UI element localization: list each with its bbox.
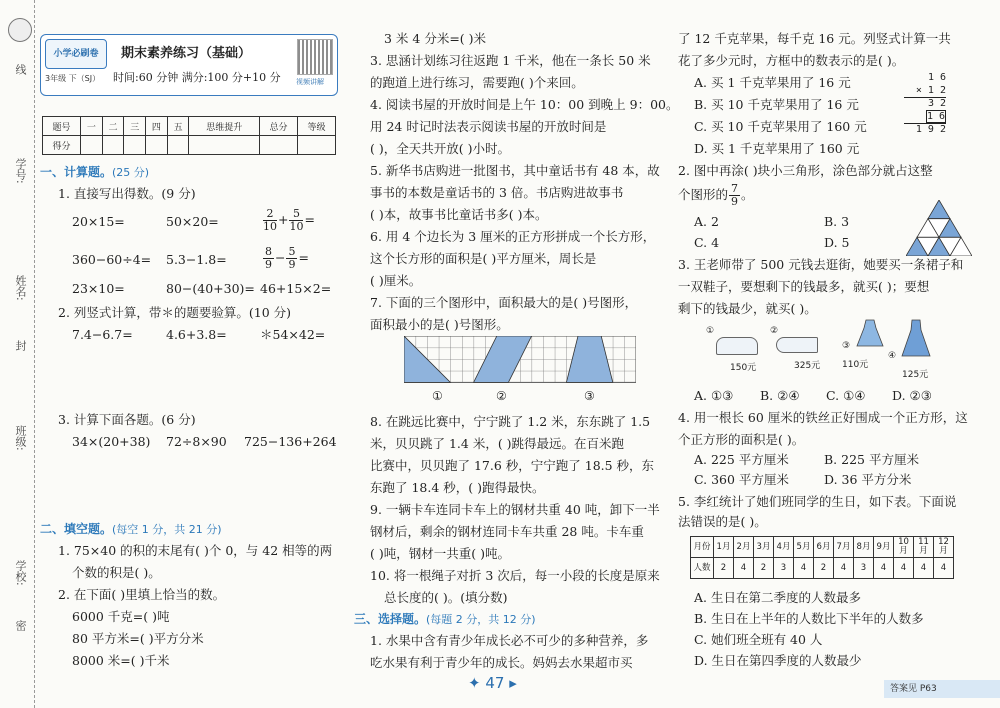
option-a[interactable]: A. ①③ — [694, 388, 734, 403]
option-b[interactable]: B. 生日在上半年的人数比下半年的人数多 — [694, 611, 924, 626]
brand-badge: 小学必刷卷 — [45, 39, 107, 69]
side-name: 姓名: — [14, 275, 27, 301]
birthday-count-cell: 3 — [854, 558, 874, 579]
birthday-header-cell: 6月 — [814, 537, 834, 558]
calc-item: 80−(40+30)= — [166, 281, 255, 296]
choice-q3-line3: 剩下的钱最少，就买( )。 — [678, 301, 817, 316]
calc-item: 50×20= — [166, 214, 219, 229]
fill-q8-line2: 米，贝贝跳了 1.4 米，( )跳得最远。在百米跑 — [370, 436, 625, 451]
fill-q2-item: 3 米 4 分米=( )米 — [384, 31, 487, 46]
calc-fraction-item: $\frac{8}{9}$ − $\frac{5}{9}$ = — [265, 245, 309, 271]
option-d[interactable]: D. 买 1 千克苹果用了 160 元 — [694, 141, 860, 156]
item-shoe-2 — [770, 318, 830, 372]
score-header-cell: 总分 — [259, 117, 297, 136]
fill-q2-item: 8000 米=( )千米 — [72, 653, 170, 668]
section-3-title: 三、选择题。(每题 2 分，共 12 分) — [354, 612, 536, 626]
calc-item: 20×15= — [72, 214, 125, 229]
fill-q1-line1: 1. 75×40 的积的末尾有( )个 0，与 42 相等的两 — [58, 543, 333, 558]
choice-q2-line1: 2. 图中再涂( )块小三角形，涂色部分就占这整 — [678, 163, 933, 178]
calc-item: 34×(20+38) — [72, 434, 151, 449]
fill-q3-line1: 3. 思涵计划练习往返跑 1 千米，他在一条长 50 米 — [370, 53, 651, 68]
birthday-header-cell: 3月 — [754, 537, 774, 558]
shape-grid-figure — [404, 336, 636, 408]
choice-q4-line1: 4. 用一根长 60 厘米的铁丝正好围成一个正方形，这 — [678, 410, 968, 425]
grade-label: 3年级 下（SJ） — [45, 74, 101, 83]
frac-den: 9 — [731, 195, 739, 208]
score-header-cell: 思维提升 — [189, 117, 260, 136]
birthday-count-cell: 4 — [914, 558, 934, 579]
fill-q7-line1: 7. 下面的三个图形中，面积最大的是( )号图形， — [370, 295, 638, 310]
frac-num: 8 — [265, 245, 272, 258]
birthday-header-cell: 11月 — [914, 537, 934, 558]
birthday-header-cell: 1月 — [714, 537, 734, 558]
vert-row: × 1 2 — [904, 85, 946, 99]
score-cell[interactable] — [297, 136, 335, 155]
page-number-text: 47 — [485, 674, 505, 692]
option-b[interactable]: B. 买 10 千克苹果用了 16 元 — [694, 97, 859, 112]
question-1-1: 1. 直接写出得数。(9 分) — [58, 186, 196, 201]
score-cell[interactable] — [146, 136, 168, 155]
question-1-2: 2. 列竖式计算，带＊的题要验算。(10 分) — [58, 305, 292, 320]
choice-q5-line1: 5. 李红统计了她们班同学的生日，如下表。下面说 — [678, 494, 957, 509]
fill-q9-line3: ( )吨，钢材一共重( )吨。 — [370, 546, 510, 561]
option-c[interactable]: C. 买 10 千克苹果用了 160 元 — [694, 119, 867, 134]
calc-item: 7.4−6.7= — [72, 327, 133, 342]
option-c[interactable]: C. 她们班全班有 40 人 — [694, 632, 823, 647]
item-number: ② — [770, 326, 779, 336]
score-table — [42, 116, 336, 155]
score-row-label: 得分 — [43, 136, 81, 155]
fill-q4-line2: 用 24 时记时法表示阅读书屋的开放时间是 — [370, 119, 607, 134]
fill-q5-line2: 事书的本数是童话书的 3 倍。书店购进故事书 — [370, 185, 624, 200]
birthday-count-cell: 4 — [874, 558, 894, 579]
option-b[interactable]: B. 3 — [824, 214, 850, 229]
item-dress-3 — [842, 318, 892, 371]
item-price: 110元 — [842, 360, 869, 370]
item-price: 125元 — [902, 370, 929, 380]
calc-item: 72÷8×90 — [166, 434, 227, 449]
frac-num: 2 — [263, 208, 277, 221]
frac-num: 5 — [289, 208, 303, 221]
side-student-number: 学号: — [14, 158, 27, 184]
item-price: 325元 — [794, 361, 821, 371]
fill-q2-item: 80 平方米=( )平方分米 — [72, 631, 204, 646]
calc-item: 360−60÷4= — [72, 252, 152, 267]
option-d[interactable]: D. ②③ — [892, 388, 932, 403]
fill-q10-line1: 10. 将一根绳子对折 3 次后，每一小段的长度是原来 — [370, 568, 660, 583]
birthday-header-cell: 7月 — [834, 537, 854, 558]
shoe-icon — [776, 337, 818, 353]
option-a[interactable]: A. 2 — [694, 214, 719, 229]
calc-item: 5.3−1.8= — [166, 252, 227, 267]
score-header-cell: 等级 — [297, 117, 335, 136]
birthday-header-cell: 4月 — [774, 537, 794, 558]
frac-den: 10 — [263, 220, 277, 233]
paper-title: 期末素养练习（基础） — [121, 46, 252, 61]
item-number: ④ — [888, 351, 897, 361]
fill-q2: 2. 在下面( )里填上恰当的数。 — [58, 587, 226, 602]
choice-q1-line4: 花了多少元时，方框中的数表示的是( )。 — [678, 53, 905, 68]
fill-q8-line3: 比赛中，贝贝跑了 17.6 秒，宁宁跑了 18.5 秒，东 — [370, 458, 655, 473]
option-d[interactable]: D. 36 平方分米 — [824, 472, 912, 487]
fill-q4-line3: ( )，全天共开放( )小时。 — [370, 141, 510, 156]
birthday-count-cell: 人数 — [691, 558, 714, 579]
fill-q6-line3: ( )厘米。 — [370, 273, 422, 288]
option-b[interactable]: B. 225 平方厘米 — [824, 452, 919, 467]
option-c[interactable]: C. ①④ — [826, 388, 866, 403]
exam-header — [40, 34, 338, 96]
choice-q2-line2: 个图形的 $\frac{7}{9}$ 。 — [678, 182, 754, 208]
option-a[interactable]: A. 生日在第二季度的人数最多 — [694, 590, 861, 605]
side-class: 班级: — [14, 425, 27, 451]
fill-q3-line2: 的跑道上进行练习，需要跑( )个来回。 — [370, 75, 584, 90]
section-1-title: 一、计算题。(25 分) — [40, 165, 150, 179]
video-link[interactable]: 视频讲解 — [296, 78, 324, 86]
item-number: ① — [706, 326, 715, 336]
frac-num: 5 — [288, 245, 296, 258]
fill-q9-line1: 9. 一辆卡车连同卡车上的钢材共重 40 吨，卸下一半 — [370, 502, 660, 517]
item-shoe-1 — [706, 318, 766, 374]
choice-q3-line2: 一双鞋子，要想剩下的钱最多，就买( )；要想 — [678, 279, 930, 294]
item-number: ③ — [842, 341, 851, 351]
corner-logo — [8, 18, 32, 42]
birthday-count-cell: 4 — [834, 558, 854, 579]
fill-q8-line1: 8. 在跳远比赛中，宁宁跳了 1.2 米，东东跳了 1.5 — [370, 414, 651, 429]
fill-q9-line2: 钢材后，剩余的钢材连同卡车共重 28 吨。卡车重 — [370, 524, 644, 539]
score-header-cell: 题号 — [43, 117, 81, 136]
option-a[interactable]: A. 225 平方厘米 — [694, 452, 789, 467]
shape-label: ② — [496, 389, 507, 403]
vert-row: 3 2 — [927, 98, 946, 109]
birthday-count-cell: 4 — [734, 558, 754, 579]
fill-q6-line2: 这个长方形的面积是( )平方厘米，周长是 — [370, 251, 597, 266]
fill-q6-line1: 6. 用 4 个边长为 3 厘米的正方形拼成一个长方形， — [370, 229, 656, 244]
birthday-table — [690, 536, 954, 579]
score-cell[interactable] — [189, 136, 260, 155]
choice-q1-line2: 吃水果有利于青少年的成长。妈妈去水果超市买 — [370, 655, 633, 670]
score-header-cell: 四 — [146, 117, 168, 136]
score-header-cell: 二 — [102, 117, 124, 136]
birthday-header-cell: 10月 — [894, 537, 914, 558]
calc-item: 4.6+3.8= — [166, 327, 227, 342]
calc-item: 23×10= — [72, 281, 125, 296]
score-cell[interactable] — [80, 136, 102, 155]
score-cell[interactable] — [124, 136, 146, 155]
option-d[interactable]: D. 5 — [824, 235, 850, 250]
time-score-info: 时间:60 分钟 满分:100 分+10 分 — [113, 71, 281, 84]
choice-q3-line1: 3. 王老师带了 500 元钱去逛街，她要买一条裙子和 — [678, 257, 964, 272]
qr-code-icon[interactable] — [297, 39, 333, 75]
dress-icon — [855, 318, 885, 348]
choice-q5-line2: 法错误的是( )。 — [678, 514, 767, 529]
score-cell[interactable] — [259, 136, 297, 155]
question-1-3: 3. 计算下面各题。(6 分) — [58, 412, 196, 427]
item-price: 150元 — [730, 363, 757, 373]
fill-q5-line3: ( )本，故事书比童话书多( )本。 — [370, 207, 548, 222]
side-line-label: 线 — [14, 64, 27, 75]
calc-item: 725−136+264 — [244, 434, 337, 449]
score-cell[interactable] — [167, 136, 189, 155]
vert-row-boxed: 1 6 — [904, 111, 946, 125]
side-school: 学校: — [14, 560, 27, 586]
fill-q4-line1: 4. 阅读书屋的开放时间是上午 10：00 到晚上 9：00。 — [370, 97, 679, 112]
option-a[interactable]: A. 买 1 千克苹果用了 16 元 — [694, 75, 851, 90]
fill-q1-line2: 个数的积是( )。 — [72, 565, 161, 580]
fill-q10-line2: 总长度的( )。(填分数) — [384, 590, 508, 605]
vert-row: 1 9 2 — [915, 124, 946, 135]
birthday-header-cell: 9月 — [874, 537, 894, 558]
birthday-header-cell: 5月 — [794, 537, 814, 558]
frac-den: 10 — [289, 220, 304, 233]
score-header-cell: 三 — [124, 117, 146, 136]
birthday-count-cell: 4 — [934, 558, 954, 579]
frac-den: 9 — [288, 258, 296, 271]
fill-q8-line4: 东跑了 18.4 秒，( )跑得最快。 — [370, 480, 545, 495]
birthday-header-cell: 2月 — [734, 537, 754, 558]
frac-num: 7 — [731, 182, 739, 195]
vert-row: 1 6 — [927, 72, 946, 83]
birthday-header-cell: 12月 — [934, 537, 954, 558]
birthday-header-cell: 8月 — [854, 537, 874, 558]
option-b[interactable]: B. ②④ — [760, 388, 800, 403]
score-header-cell: 五 — [167, 117, 189, 136]
vertical-multiplication — [904, 72, 946, 137]
option-c[interactable]: C. 360 平方厘米 — [694, 472, 789, 487]
birthday-count-cell: 2 — [814, 558, 834, 579]
birthday-count-cell: 3 — [774, 558, 794, 579]
answer-reference[interactable]: 答案见 P63 — [884, 680, 1000, 698]
calc-item: ＊54×42= — [260, 327, 326, 342]
choice-q1-line1: 1. 水果中含有青少年成长必不可少的多种营养，多 — [370, 633, 649, 648]
birthday-header-cell: 月份 — [691, 537, 714, 558]
fill-q2-item: 6000 千克=( )吨 — [72, 609, 170, 624]
page-number: ✦ 47 ▸ — [468, 674, 517, 692]
frac-den: 9 — [265, 258, 272, 271]
item-dress-4 — [888, 318, 938, 381]
side-seal-label: 封 — [14, 340, 27, 351]
dress-icon — [901, 318, 931, 358]
choice-q1-line3: 了 12 千克苹果，每千克 16 元。列竖式计算一共 — [678, 31, 951, 46]
score-header-cell: 一 — [80, 117, 102, 136]
shape-label: ① — [432, 389, 443, 403]
birthday-count-cell: 2 — [714, 558, 734, 579]
binding-margin — [0, 0, 35, 708]
option-d[interactable]: D. 生日在第四季度的人数最少 — [694, 653, 862, 668]
section-2-title: 二、填空题。(每空 1 分，共 21 分) — [40, 522, 222, 536]
birthday-count-cell: 2 — [754, 558, 774, 579]
side-secret-label: 密 — [14, 620, 27, 631]
fill-q7-line2: 面积最小的是( )号图形。 — [370, 317, 509, 332]
option-c[interactable]: C. 4 — [694, 235, 720, 250]
calc-fraction-item: $\frac{2}{10}$ + $\frac{5}{10}$ = — [263, 207, 315, 233]
shape-label: ③ — [584, 389, 595, 403]
triangle-figure — [906, 200, 972, 256]
choice-q4-line2: 个正方形的面积是( )。 — [678, 432, 805, 447]
birthday-count-cell: 4 — [794, 558, 814, 579]
score-cell[interactable] — [102, 136, 124, 155]
calc-item: 46+15×2= — [260, 281, 332, 296]
fill-q5-line1: 5. 新华书店购进一批图书，其中童话书有 48 本，故 — [370, 163, 660, 178]
birthday-count-cell: 4 — [894, 558, 914, 579]
shoe-icon — [716, 337, 758, 355]
